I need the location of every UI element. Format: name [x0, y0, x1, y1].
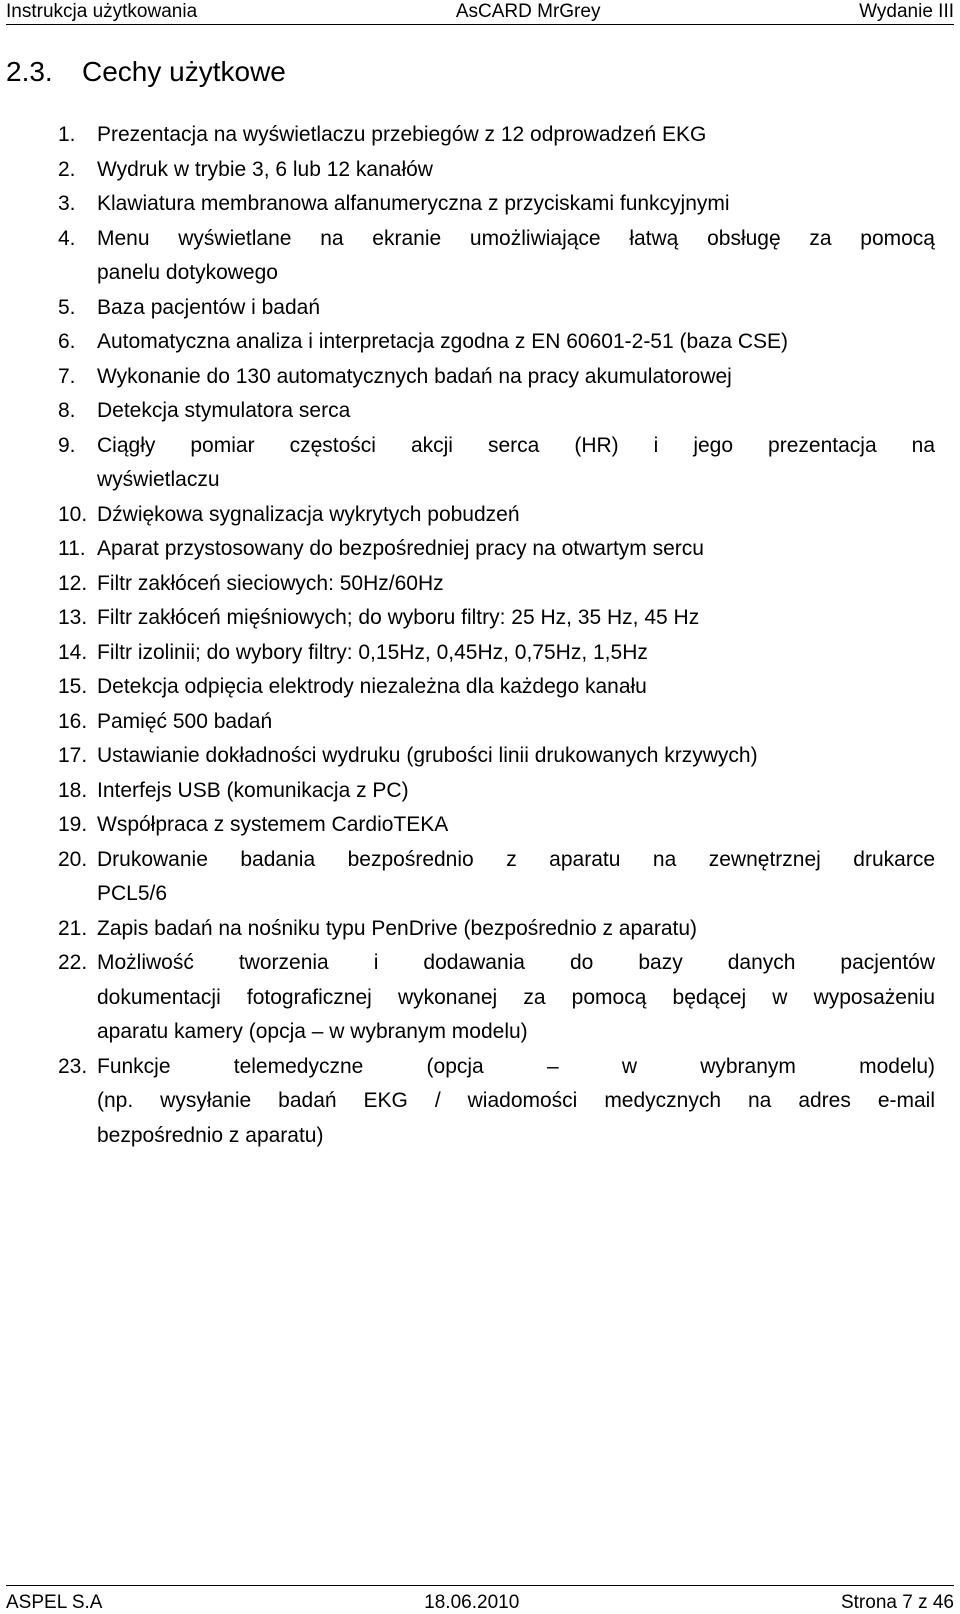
- list-item-line: Wykonanie do 130 automatycznych badań na pracy akumulatorowej: [97, 364, 732, 388]
- list-item-line: Filtr zakłóceń sieciowych: 50Hz/60Hz: [97, 571, 444, 595]
- list-item-number: 9.: [58, 433, 76, 457]
- list-item-text: [97, 705, 935, 740]
- list-item-line: Drukowanie badania bezpośrednio z aparatu na zewnętrznej drukarce: [97, 847, 935, 871]
- list-item-text: [97, 739, 935, 774]
- list-item-text: [97, 843, 935, 912]
- list-item: [0, 498, 960, 533]
- list-item: [0, 843, 960, 912]
- list-item-text: [97, 567, 935, 602]
- list-item-text: [97, 532, 935, 567]
- list-item-text: [97, 774, 935, 809]
- list-item-text: [97, 291, 935, 326]
- list-item-number: 21.: [58, 916, 88, 940]
- list-item-text: [97, 118, 935, 153]
- list-item-number: 23.: [58, 1054, 88, 1078]
- list-item-text: [97, 1050, 935, 1154]
- list-item-text: [97, 429, 935, 498]
- list-item: [0, 118, 960, 153]
- list-item-line: Klawiatura membranowa alfanumeryczna z przyciskami funkcyjnymi: [97, 192, 730, 215]
- list-item-number: 14.: [58, 640, 88, 664]
- list-item-number: 8.: [58, 399, 76, 422]
- list-item-line: PCL5/6: [97, 882, 168, 905]
- list-item-text: [97, 187, 935, 222]
- list-item: [0, 739, 960, 774]
- list-item: [0, 774, 960, 809]
- list-item-number: 11.: [58, 537, 86, 560]
- list-item-line: Pamięć 500 badań: [97, 709, 273, 733]
- list-item-number: 3.: [58, 192, 76, 215]
- list-item-line: wyświetlaczu: [97, 468, 220, 491]
- list-item: [0, 153, 960, 188]
- list-item-number: 12.: [58, 571, 88, 595]
- list-item-number: 4.: [58, 226, 76, 250]
- list-item-line: Funkcje telemedyczne (opcja – w wybranym modelu): [97, 1054, 935, 1078]
- list-item-line: Interfejs USB (komunikacja z PC): [97, 778, 409, 802]
- list-item-text: [97, 636, 935, 671]
- list-item-number: 7.: [58, 364, 76, 388]
- list-item-line: Prezentacja na wyświetlaczu przebiegów z 12 odprowadzeń EKG: [97, 123, 707, 146]
- list-item-text: [97, 325, 935, 360]
- list-item-line: Współpraca z systemem CardioTEKA: [97, 813, 449, 836]
- footer-page-number: Strona 7 z 46: [840, 1592, 954, 1613]
- list-item-line: Ciągły pomiar częstości akcji serca (HR) i jego prezentacja na: [97, 433, 935, 457]
- list-item: [0, 222, 960, 291]
- list-item-text: [97, 498, 935, 533]
- page-footer: [6, 1585, 954, 1614]
- list-item-text: [97, 808, 935, 843]
- list-item-line: Aparat przystosowany do bezpośredniej pracy na otwartym sercu: [97, 537, 704, 560]
- list-item-line: Menu wyświetlane na ekranie umożliwiające łatwą obsługę za pomocą: [97, 226, 935, 250]
- footer-company: ASPEL S.A: [6, 1592, 103, 1613]
- section-number: 2.3.: [6, 56, 53, 87]
- features-list: [0, 118, 960, 1153]
- list-item-text: [97, 360, 935, 395]
- list-item: [0, 1050, 960, 1154]
- list-item-line: Dźwiękowa sygnalizacja wykrytych pobudzeń: [97, 502, 520, 526]
- list-item-line: Filtr izolinii; do wybory filtry: 0,15Hz, 0,45Hz, 0,75Hz, 1,5Hz: [97, 640, 648, 664]
- list-item-line: Baza pacjentów i badań: [97, 295, 320, 319]
- list-item-text: [97, 601, 935, 636]
- list-item-line: Detekcja stymulatora serca: [97, 399, 351, 422]
- list-item-number: 5.: [58, 295, 76, 319]
- list-item-number: 2.: [58, 157, 76, 181]
- page-header: [6, 0, 954, 25]
- list-item-line: panelu dotykowego: [97, 261, 278, 284]
- list-item-number: 10.: [58, 502, 88, 526]
- list-item-number: 16.: [58, 709, 88, 733]
- list-item-line: dokumentacji fotograficznej wykonanej za pomocą będącej w wyposażeniu: [97, 985, 935, 1009]
- list-item-line: Możliwość tworzenia i dodawania do bazy danych pacjentów: [97, 951, 935, 974]
- section-heading: [6, 56, 286, 88]
- list-item-text: [97, 222, 935, 291]
- list-item-line: Detekcja odpięcia elektrody niezależna dla każdego kanału: [97, 675, 647, 698]
- list-item-line: Automatyczna analiza i interpretacja zgodna z EN 60601-2-51 (baza CSE): [97, 330, 789, 353]
- list-item: [0, 291, 960, 326]
- header-edition: Wydanie III: [859, 1, 954, 22]
- list-item: [0, 636, 960, 671]
- header-doc-type: Instrukcja użytkowania: [6, 1, 198, 22]
- list-item-line: Ustawianie dokładności wydruku (grubości linii drukowanych krzywych): [97, 744, 758, 767]
- section-title: Cechy użytkowe: [82, 56, 286, 87]
- list-item: [0, 912, 960, 947]
- list-item: [0, 601, 960, 636]
- list-item-line: Filtr zakłóceń mięśniowych; do wyboru filtry: 25 Hz, 35 Hz, 45 Hz: [97, 606, 700, 629]
- list-item-text: [97, 153, 935, 188]
- list-item-number: 20.: [58, 847, 88, 871]
- list-item-text: [97, 912, 935, 947]
- list-item-number: 18.: [58, 778, 88, 802]
- list-item-number: 15.: [58, 675, 88, 698]
- list-item-number: 6.: [58, 330, 76, 353]
- list-item-line: (np. wysyłanie badań EKG / wiadomości medycznych na adres e-mail: [97, 1089, 935, 1112]
- list-item-text: [97, 946, 935, 1050]
- list-item: [0, 394, 960, 429]
- list-item-line: aparatu kamery (opcja – w wybranym modelu): [97, 1020, 528, 1043]
- list-item: [0, 429, 960, 498]
- list-item: [0, 532, 960, 567]
- list-item: [0, 705, 960, 740]
- footer-date: 18.06.2010: [424, 1592, 520, 1613]
- list-item: [0, 325, 960, 360]
- list-item: [0, 808, 960, 843]
- list-item-text: [97, 670, 935, 705]
- list-item: [0, 187, 960, 222]
- list-item-number: 13.: [58, 606, 88, 629]
- list-item-line: Wydruk w trybie 3, 6 lub 12 kanałów: [97, 157, 433, 181]
- list-item-number: 19.: [58, 813, 88, 836]
- list-item-number: 17.: [58, 744, 88, 767]
- list-item-text: [97, 394, 935, 429]
- list-item: [0, 360, 960, 395]
- list-item: [0, 670, 960, 705]
- header-product-name: AsCARD MrGrey: [455, 1, 601, 22]
- list-item: [0, 946, 960, 1050]
- list-item-line: bezpośrednio z aparatu): [97, 1123, 324, 1147]
- list-item: [0, 567, 960, 602]
- list-item-number: 22.: [58, 951, 88, 974]
- list-item-line: Zapis badań na nośniku typu PenDrive (bezpośrednio z aparatu): [97, 916, 698, 940]
- list-item-number: 1.: [58, 123, 76, 146]
